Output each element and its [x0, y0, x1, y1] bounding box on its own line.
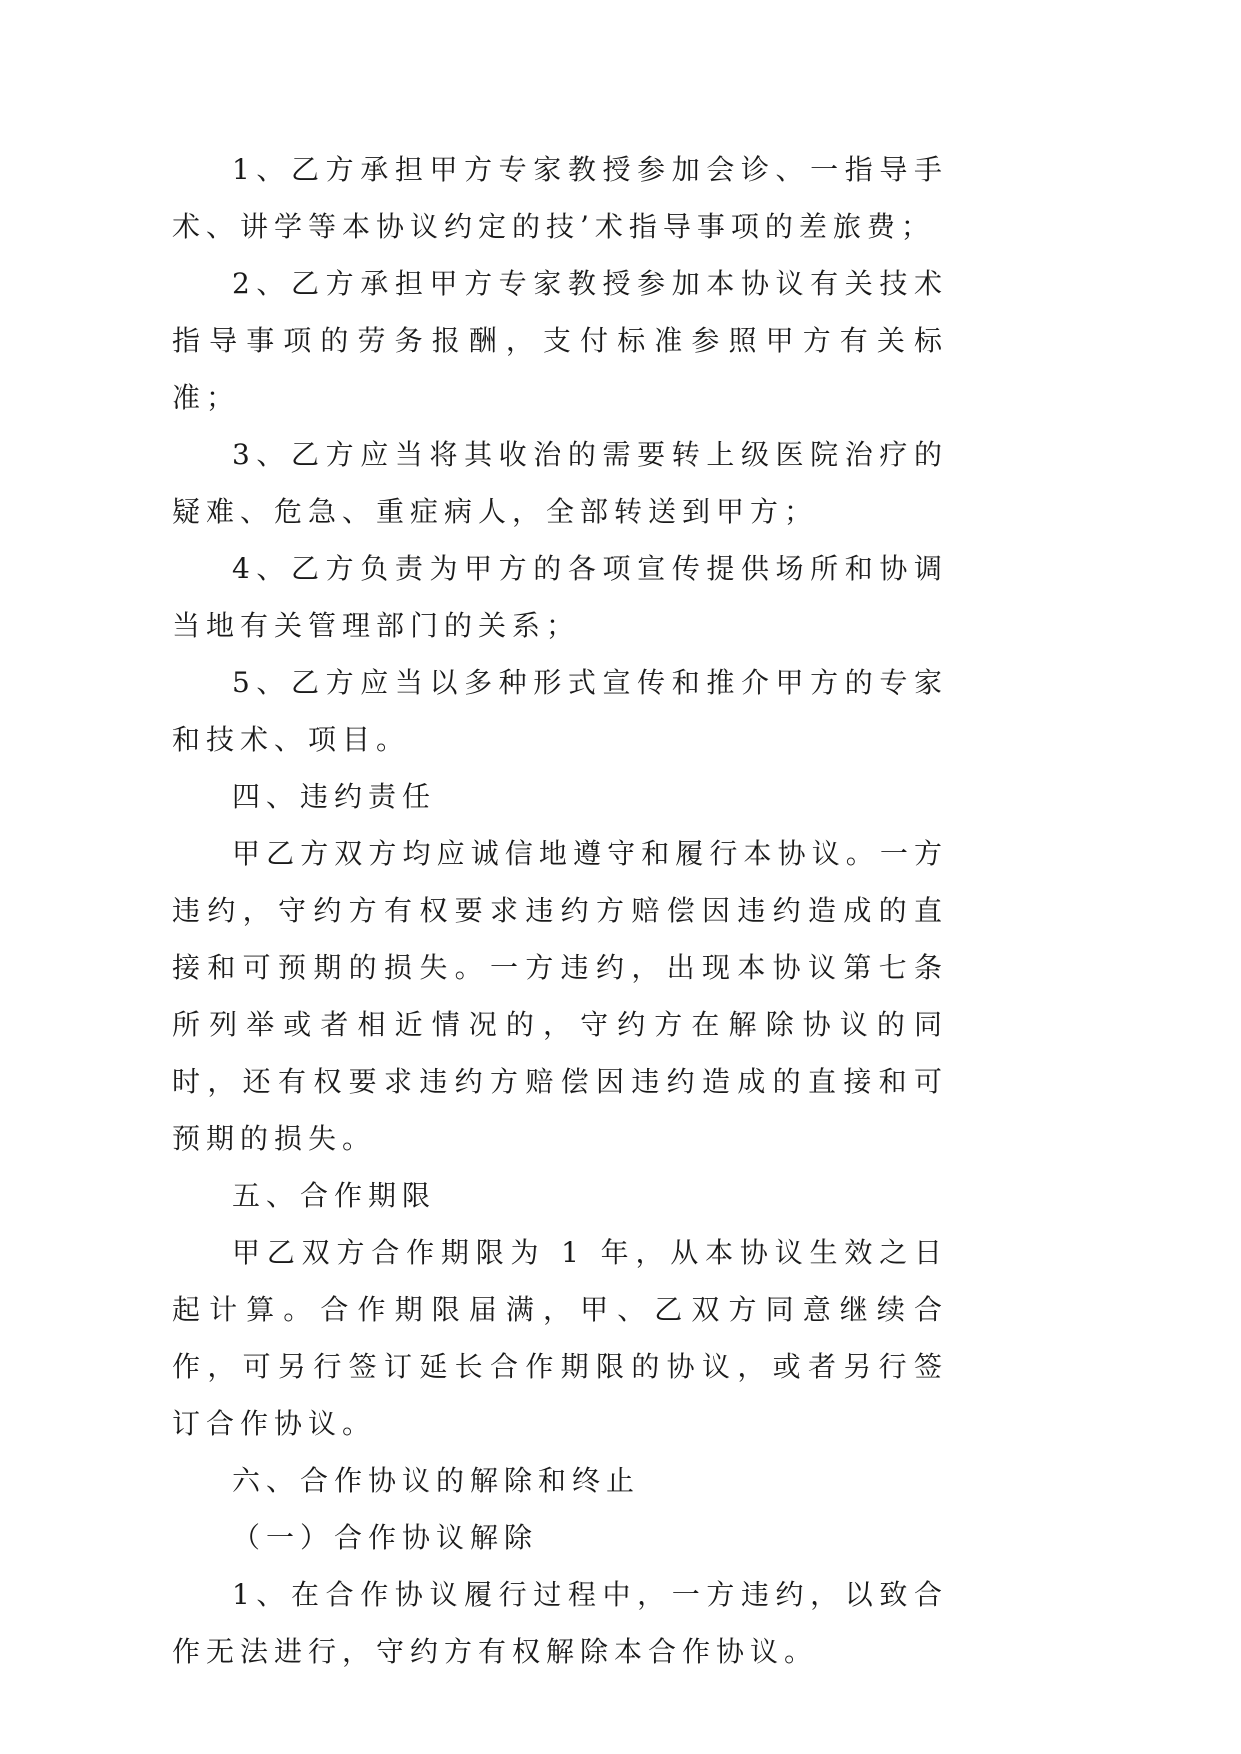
section-5-body: 甲乙双方合作期限为 1 年，从本协议生效之日起计算。合作期限届满，甲、乙双方同意继续合作，可另行签订延长合作期限的协议，或者另行签订合作协议。 — [172, 1236, 948, 1440]
section-6-sub-1-item-1: 1、在合作协议履行过程中，一方违约，以致合作无法进行，守约方有权解除本合作协议。 — [172, 1578, 948, 1668]
clause-3-item-5: 5、乙方应当以多种形式宣传和推介甲方的专家和技术、项目。 — [172, 666, 948, 756]
section-6-heading: 六、合作协议的解除和终止 — [232, 1464, 641, 1497]
clause-3-item-2: 2、乙方承担甲方专家教授参加本协议有关技术指导事项的劳务报酬，支付标准参照甲方有关标准； — [172, 267, 948, 414]
section-6-sub-1-heading: （一）合作协议解除 — [232, 1521, 539, 1554]
section-5-heading: 五、合作期限 — [232, 1179, 437, 1212]
clause-3-item-1: 1、乙方承担甲方专家教授参加会诊、一指导手术、讲学等本协议约定的技’术指导事项的差旅费； — [172, 153, 948, 243]
document-body — [172, 141, 948, 1680]
section-4-heading: 四、违约责任 — [232, 780, 437, 813]
section-4-body: 甲乙方双方均应诚信地遵守和履行本协议。一方违约，守约方有权要求违约方赔偿因违约造成的直接和可预期的损失。一方违约，出现本协议第七条所列举或者相近情况的，守约方在解除协议的同时，还有权要求违约方赔偿因违约造成的直接和可预期的损失。 — [172, 837, 948, 1155]
clause-3-item-4: 4、乙方负责为甲方的各项宣传提供场所和协调当地有关管理部门的关系； — [172, 552, 948, 642]
clause-3-item-3: 3、乙方应当将其收治的需要转上级医院治疗的疑难、危急、重症病人，全部转送到甲方； — [172, 438, 948, 528]
